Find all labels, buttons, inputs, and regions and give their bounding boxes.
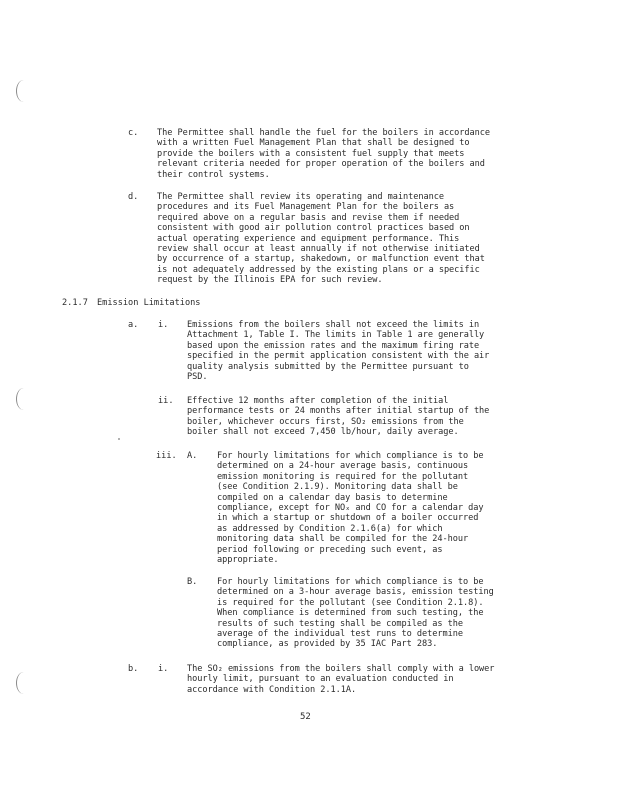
item-d-text: The Permittee shall review its operating and maintenance procedures and its Fuel Management Plan for the boilers as required above on a regular basis and revise them if needed consistent with good air pollution control practices based on actual operating experience and equipment performance. This review shall occur at least annually if not otherwise initiated by occurrence of a startup, shakedown, or malfunction event that is not adequately addressed by the existing plans or a specific request by the Illinois EPA for such review. (157, 192, 485, 286)
scan-speck (118, 438, 120, 440)
item-d-label: d. (128, 192, 139, 202)
item-a-label: a. (128, 320, 139, 330)
item-c-text: The Permittee shall handle the fuel for the boilers in accordance with a written Fuel Management Plan that shall be designed to provide the boilers with a consistent fuel supply that meets relevant criteria needed for proper operation of the boilers and their control systems. (157, 128, 491, 180)
punch-hole-mark (16, 672, 31, 694)
item-a-iii-A-label: A. (187, 451, 198, 461)
section-number: 2.1.7 (62, 298, 88, 308)
item-b-label: b. (128, 664, 139, 674)
item-a-iii-A-text: For hourly limitations for which compliance is to be determined on a 24-hour average basis, continuous emission monitoring is required for the pollutant (see Condition 2.1.9). Monitoring data shall be compiled on a calendar day basis to determine compliance, except for NOₓ and CO for a calendar day in which a startup or shutdown of a boiler occurred as addressed by Condition 2.1.6(a) for which monitoring data shall be compiled for the 24-hour period following or preceding such event, as appropriate. (217, 451, 484, 566)
item-a-iii-B-label: B. (187, 577, 198, 587)
punch-hole-mark (16, 388, 31, 410)
item-a-i-label: i. (158, 320, 169, 330)
item-c-label: c. (128, 128, 139, 138)
item-a-ii-text: Effective 12 months after completion of the initial performance tests or 24 months after initial startup of the boiler, whichever occurs first, SO₂ emissions from the boiler shall not exceed 7,450 lb/hour, daily average. (187, 396, 490, 438)
item-b-i-label: i. (158, 664, 169, 674)
item-a-ii-label: ii. (158, 396, 174, 406)
item-b-i-text: The SO₂ emissions from the boilers shall comply with a lower hourly limit, pursuant to an evaluation conducted in accordance with Condition 2.1.1A. (187, 664, 495, 695)
section-title: Emission Limitations (97, 298, 201, 308)
item-a-i-text: Emissions from the boilers shall not exceed the limits in Attachment 1, Table I. The limits in Table 1 are generally based upon the emission rates and the maximum firing rate specified in the permit application consistent with the air quality analysis submitted by the Permittee pursuant to PSD. (187, 320, 490, 383)
page-number: 52 (300, 712, 311, 722)
item-a-iii-label: iii. (156, 451, 177, 461)
punch-hole-mark (16, 80, 31, 102)
item-a-iii-B-text: For hourly limitations for which compliance is to be determined on a 3-hour average basis, emission testing is required for the pollutant (see Condition 2.1.8). When compliance is determined from such testing, the results of such testing shall be compiled as the average of the individual test runs to determine compliance, as provided by 35 IAC Part 283. (217, 577, 494, 650)
